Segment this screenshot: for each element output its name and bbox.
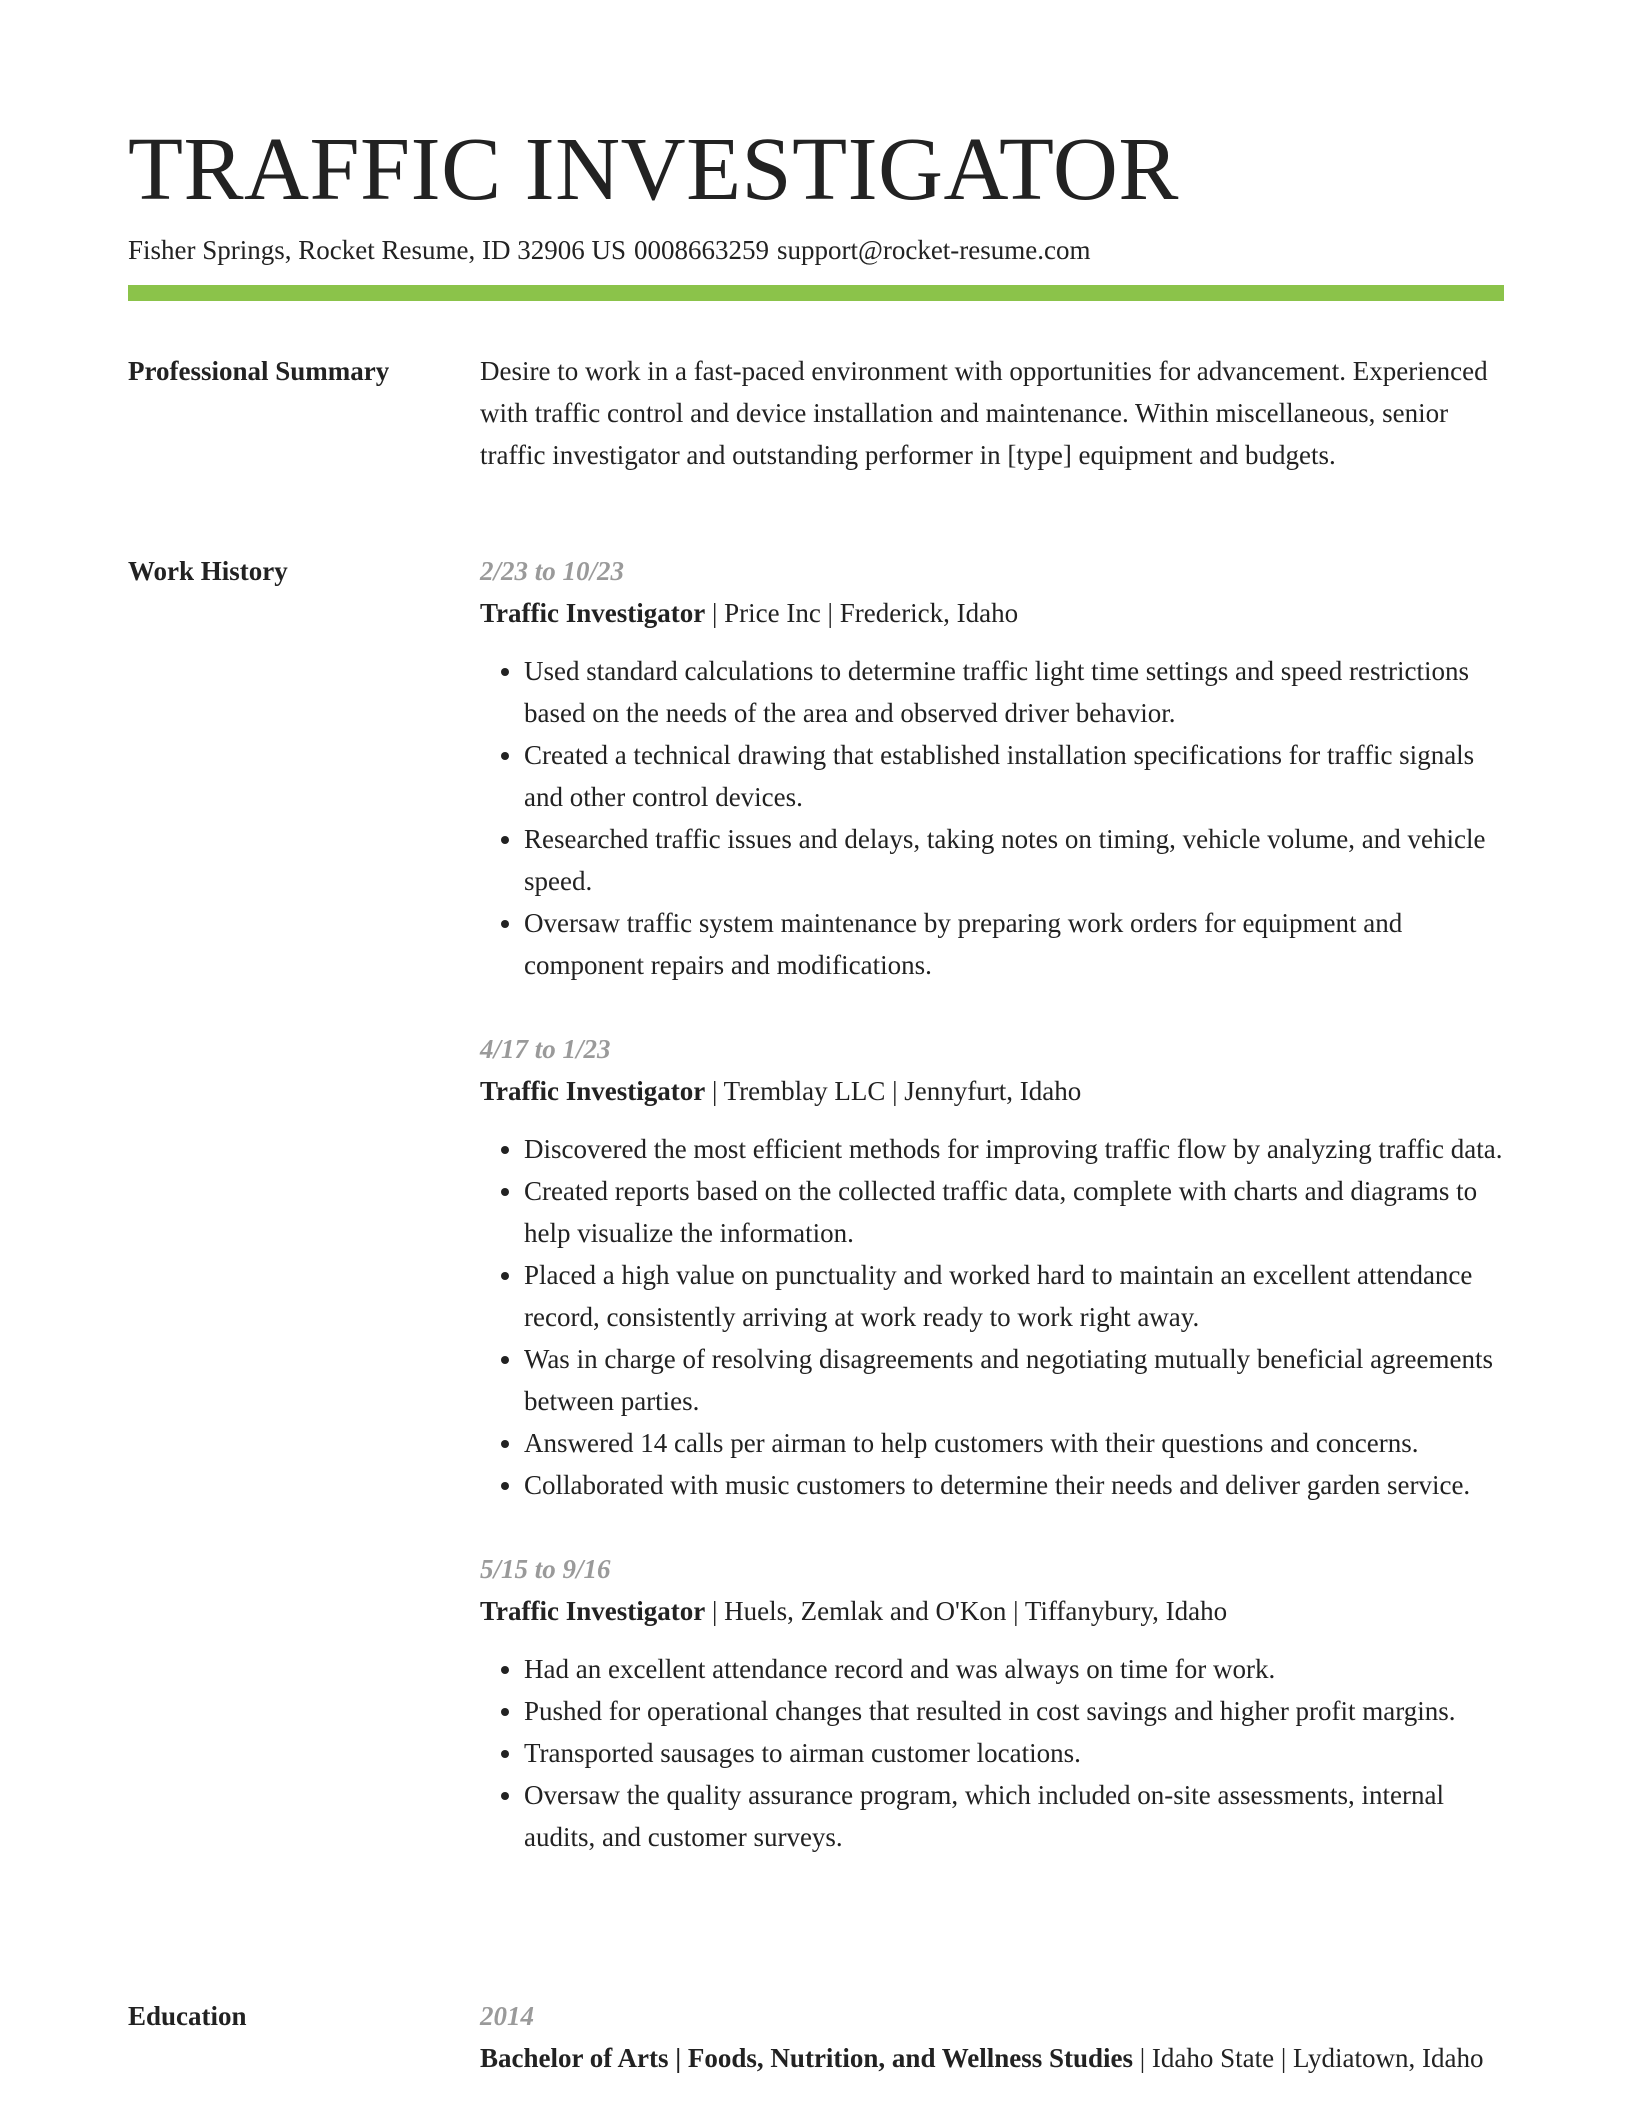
- job-details: | Tremblay LLC | Jennyfurt, Idaho: [705, 1076, 1082, 1106]
- contact-address: Fisher Springs, Rocket Resume, ID 32906 US: [128, 235, 626, 265]
- job-bullet: • Transported sausages to airman customer locations.: [524, 1732, 1504, 1774]
- job-title: Traffic Investigator: [480, 598, 706, 628]
- contact-phone: 0008663259: [633, 235, 769, 265]
- job-dates: 2/23 to 10/23: [480, 556, 625, 586]
- candidate-name: TRAFFIC INVESTIGATOR: [128, 120, 1179, 219]
- job-bullet: • Oversaw the quality assurance program, which included on-site assessments, internal audits, and customer surveys.: [524, 1774, 1504, 1858]
- contact-line: [128, 232, 1099, 268]
- summary-body: [480, 350, 1504, 476]
- work-history-body: [480, 550, 1504, 1900]
- job-bullet: • Researched traffic issues and delays, taking notes on timing, vehicle volume, and vehicle speed.: [524, 818, 1504, 902]
- education-year: 2014: [480, 2001, 534, 2031]
- job-bullets: [480, 1648, 1504, 1858]
- header-divider: [128, 285, 1504, 301]
- job-bullet: • Oversaw traffic system maintenance by preparing work orders for equipment and component repairs and modifications.: [524, 902, 1504, 986]
- education-degree: Bachelor of Arts | Foods, Nutrition, and Wellness Studies: [480, 2043, 1134, 2073]
- job-bullets: [480, 1128, 1504, 1506]
- education-line: [480, 2037, 1504, 2079]
- job-bullet: • Had an excellent attendance record and was always on time for work.: [524, 1648, 1504, 1690]
- job-bullet: • Collaborated with music customers to determine their needs and deliver garden service.: [524, 1464, 1504, 1506]
- job-title-line: [480, 1590, 1504, 1632]
- summary-heading: Professional Summary: [128, 356, 390, 386]
- job-dates: 4/17 to 1/23: [480, 1034, 611, 1064]
- job-title: Traffic Investigator: [480, 1076, 706, 1106]
- education-details: | Idaho State | Lydiatown, Idaho: [1133, 2043, 1484, 2073]
- job-bullet: • Placed a high value on punctuality and worked hard to maintain an excellent attendance record, consistently arriving at work ready to work right away.: [524, 1254, 1504, 1338]
- job-details: | Huels, Zemlak and O'Kon | Tiffanybury, Idaho: [705, 1596, 1228, 1626]
- job-bullet: • Answered 14 calls per airman to help customers with their questions and concerns.: [524, 1422, 1504, 1464]
- education-body: [480, 1995, 1504, 2079]
- job-title-line: [480, 1070, 1504, 1112]
- job-entry: [480, 1548, 1504, 1858]
- job-bullet: • Pushed for operational changes that resulted in cost savings and higher profit margins.: [524, 1690, 1504, 1732]
- job-bullet: • Created reports based on the collected traffic data, complete with charts and diagrams to help visualize the information.: [524, 1170, 1504, 1254]
- job-bullet: • Created a technical drawing that established installation specifications for traffic signals and other control devices.: [524, 734, 1504, 818]
- work-history-heading: Work History: [128, 556, 288, 586]
- contact-email: support@rocket-resume.com: [776, 235, 1091, 265]
- job-bullet: • Was in charge of resolving disagreements and negotiating mutually beneficial agreements between parties.: [524, 1338, 1504, 1422]
- job-dates: 5/15 to 9/16: [480, 1554, 611, 1584]
- job-title-line: [480, 592, 1504, 634]
- job-title: Traffic Investigator: [480, 1596, 706, 1626]
- job-details: | Price Inc | Frederick, Idaho: [705, 598, 1019, 628]
- job-entry: [480, 550, 1504, 986]
- job-bullet: • Discovered the most efficient methods for improving traffic flow by analyzing traffic data.: [524, 1128, 1504, 1170]
- job-bullets: [480, 650, 1504, 986]
- summary-text: Desire to work in a fast-paced environment with opportunities for advancement. Experienced with traffic control and device installation and maintenance. Within miscellaneous, senior traffic investigator and outstanding performer in [type] equipment and budgets.: [480, 356, 1488, 470]
- education-heading: Education: [128, 2001, 247, 2031]
- job-bullet: • Used standard calculations to determine traffic light time settings and speed restrictions based on the needs of the area and observed driver behavior.: [524, 650, 1504, 734]
- job-entry: [480, 1028, 1504, 1506]
